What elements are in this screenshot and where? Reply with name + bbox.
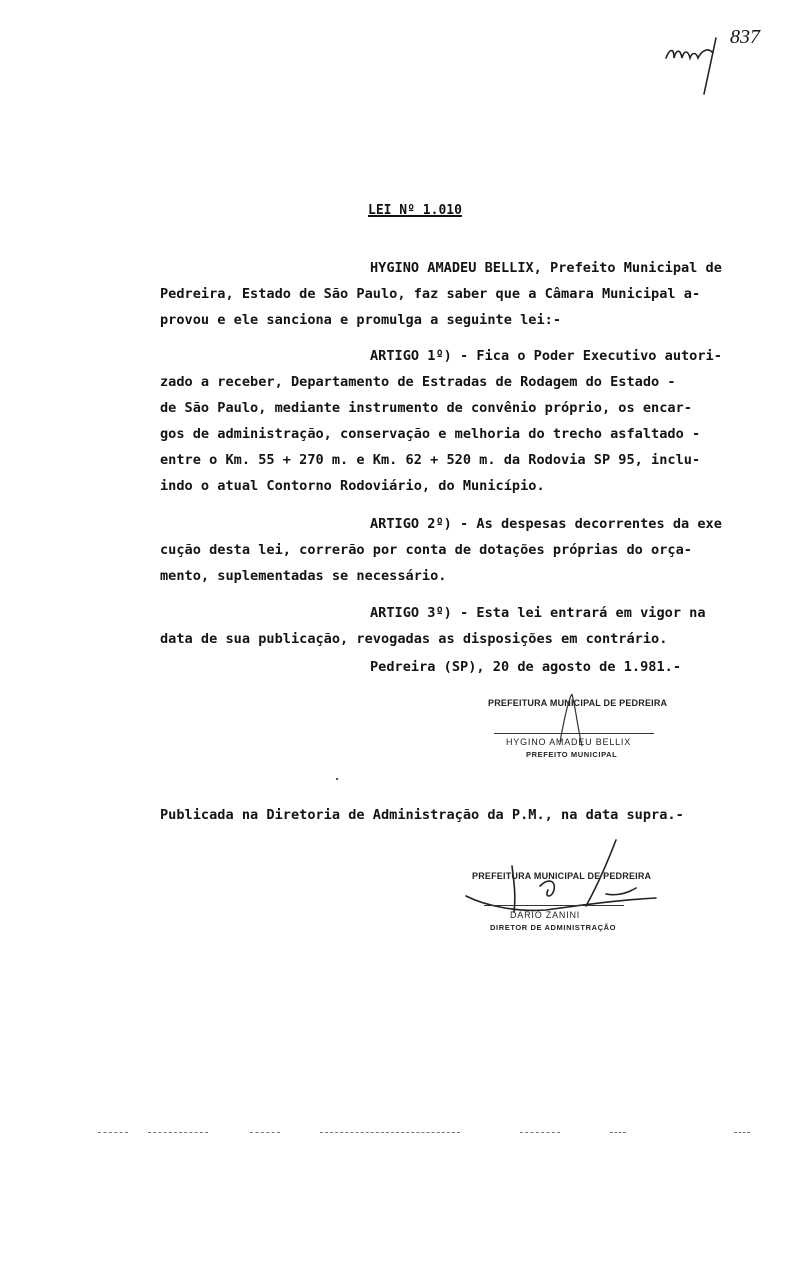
stamp-director-org: PREFEITURA MUNICIPAL DE PEDREIRA	[472, 871, 652, 881]
body-line: zado a receber, Departamento de Estradas de Rodagem do Estado -	[160, 374, 676, 390]
article-1-heading-line: ARTIGO 1º) - Fica o Poder Executivo autori-	[370, 348, 722, 364]
page-number: 837	[730, 26, 760, 48]
article-3-heading-line: ARTIGO 3º) - Esta lei entrará em vigor na	[370, 605, 706, 621]
stamp-director-name: DARIO ZANINI	[510, 910, 581, 920]
scan-artifact	[250, 1132, 280, 1134]
scan-artifact	[148, 1132, 208, 1134]
body-line: HYGINO AMADEU BELLIX, Prefeito Municipal de	[370, 260, 722, 276]
scan-artifact	[320, 1132, 460, 1134]
stamp-mayor-role: PREFEITO MUNICIPAL	[526, 750, 618, 759]
handwritten-initials-mark	[664, 30, 734, 100]
scan-artifact	[98, 1132, 128, 1134]
law-title: LEI Nº 1.010	[368, 203, 462, 218]
date-line: Pedreira (SP), 20 de agosto de 1.981.-	[370, 659, 681, 675]
body-line: provou e ele sanciona e promulga a seguinte lei:-	[160, 312, 562, 328]
stamp-mayor-name: HYGINO AMADEU BELLIX	[506, 737, 632, 747]
stamp-mayor-org: PREFEITURA MUNICIPAL DE PEDREIRA	[488, 698, 668, 708]
scan-speck	[336, 778, 338, 780]
body-line: de São Paulo, mediante instrumento de convênio próprio, os encar-	[160, 400, 692, 416]
scan-artifact	[520, 1132, 560, 1134]
body-line: indo o atual Contorno Rodoviário, do Município.	[160, 478, 545, 494]
scan-artifact	[734, 1132, 750, 1134]
mayor-signature-line	[494, 733, 654, 734]
publication-line: Publicada na Diretoria de Administração da P.M., na data supra.-	[160, 807, 684, 823]
scan-artifact	[610, 1132, 626, 1134]
body-line: Pedreira, Estado de São Paulo, faz saber que a Câmara Municipal a-	[160, 286, 701, 302]
body-line: mento, suplementadas se necessário.	[160, 568, 447, 584]
director-signature-line	[484, 905, 624, 906]
stamp-director-role: DIRETOR DE ADMINISTRAÇÃO	[490, 923, 617, 932]
body-line: cução desta lei, correrão por conta de dotações próprias do orça-	[160, 542, 692, 558]
body-line: entre o Km. 55 + 270 m. e Km. 62 + 520 m. da Rodovia SP 95, inclu-	[160, 452, 701, 468]
body-line: gos de administração, conservação e melhoria do trecho asfaltado -	[160, 426, 701, 442]
body-line: data de sua publicação, revogadas as disposições em contrário.	[160, 631, 668, 647]
article-2-heading-line: ARTIGO 2º) - As despesas decorrentes da exe	[370, 516, 722, 532]
